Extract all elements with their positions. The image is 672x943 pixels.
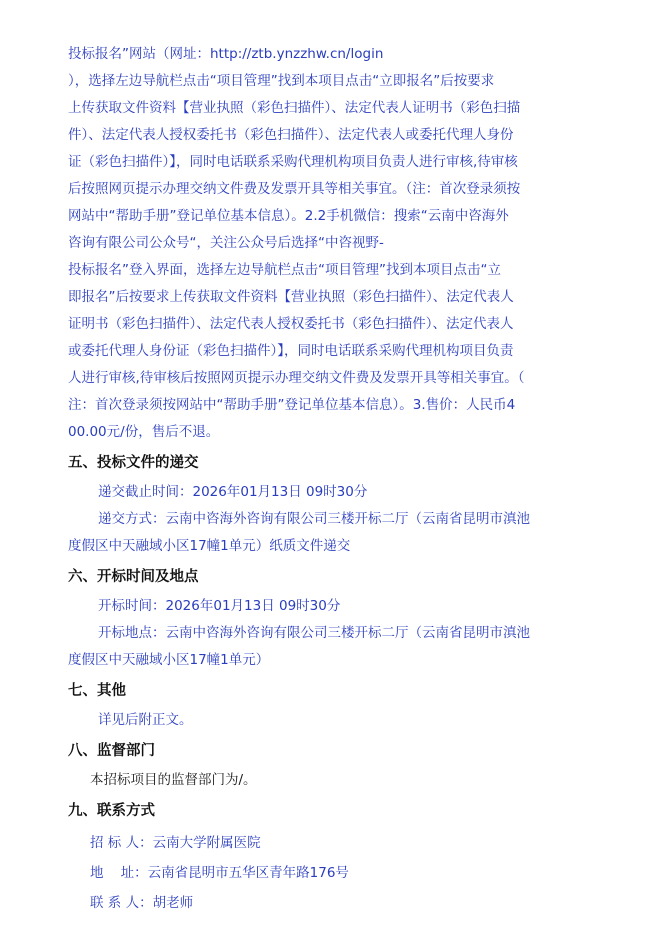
contact-address: 地 址：云南省昆明市五华区青年路176号 bbox=[90, 865, 349, 881]
section-heading-other: 七、其他 bbox=[68, 683, 126, 699]
opening-time: 开标时间：2026年01月13日 09时30分 bbox=[98, 598, 341, 614]
section-heading-submission: 五、投标文件的递交 bbox=[68, 455, 199, 471]
section-heading-supervision: 八、监督部门 bbox=[68, 743, 155, 759]
paragraph-line: 件）、法定代表人授权委托书（彩色扫描件）、法定代表人或委托代理人身份 bbox=[68, 127, 514, 143]
paragraph-line: 咨询有限公司公众号“，关注公众号后选择“中咨视野- bbox=[68, 235, 384, 251]
paragraph-line: 上传获取文件资料【营业执照（彩色扫描件）、法定代表人证明书（彩色扫描 bbox=[68, 100, 521, 116]
paragraph-line: 投标报名”登入界面，选择左边导航栏点击“项目管理”找到本项目点击“立 bbox=[68, 262, 501, 278]
opening-place-line: 度假区中天融域小区17幢1单元） bbox=[68, 652, 270, 668]
section-heading-opening: 六、开标时间及地点 bbox=[68, 569, 199, 585]
paragraph-line: 人进行审核,待审核后按照网页提示办理交纳文件费及发票开具等相关事宜。（ bbox=[68, 370, 525, 386]
section-heading-contact: 九、联系方式 bbox=[68, 803, 155, 819]
contact-tenderer: 招 标 人：云南大学附属医院 bbox=[90, 835, 261, 851]
submission-method-line: 递交方式：云南中咨海外咨询有限公司三楼开标二厅（云南省昆明市滇池 bbox=[98, 511, 530, 527]
paragraph-line: 或委托代理人身份证（彩色扫描件）】，同时电话联系采购代理机构项目负责 bbox=[68, 343, 514, 359]
paragraph-line: 网站中“帮助手册”登记单位基本信息）。2.2手机微信：搜索“云南中咨海外 bbox=[68, 208, 509, 224]
paragraph-line: 00.00元/份，售后不退。 bbox=[68, 424, 220, 440]
paragraph-line: 后按照网页提示办理交纳文件费及发票开具等相关事宜。（注：首次登录须按 bbox=[68, 181, 521, 197]
opening-place-line: 开标地点：云南中咨海外咨询有限公司三楼开标二厅（云南省昆明市滇池 bbox=[98, 625, 530, 641]
paragraph-line: 投标报名”网站（网址：http://ztb.ynzzhw.cn/login bbox=[68, 46, 384, 62]
submission-deadline: 递交截止时间：2026年01月13日 09时30分 bbox=[98, 484, 368, 500]
contact-person: 联 系 人：胡老师 bbox=[90, 895, 194, 911]
supervision-text: 本招标项目的监督部门为/。 bbox=[90, 772, 257, 788]
paragraph-line: 即报名”后按要求上传获取文件资料【营业执照（彩色扫描件）、法定代表人 bbox=[68, 289, 514, 305]
paragraph-line: 证（彩色扫描件）】，同时电话联系采购代理机构项目负责人进行审核,待审核 bbox=[68, 154, 518, 170]
paragraph-line: ），选择左边导航栏点击“项目管理”找到本项目点击“立即报名”后按要求 bbox=[68, 73, 495, 89]
other-text: 详见后附正文。 bbox=[98, 712, 193, 728]
paragraph-line: 注：首次登录须按网站中“帮助手册”登记单位基本信息）。3.售价：人民币4 bbox=[68, 397, 516, 413]
submission-method-line: 度假区中天融域小区17幢1单元）纸质文件递交 bbox=[68, 538, 351, 554]
paragraph-line: 证明书（彩色扫描件）、法定代表人授权委托书（彩色扫描件）、法定代表人 bbox=[68, 316, 514, 332]
